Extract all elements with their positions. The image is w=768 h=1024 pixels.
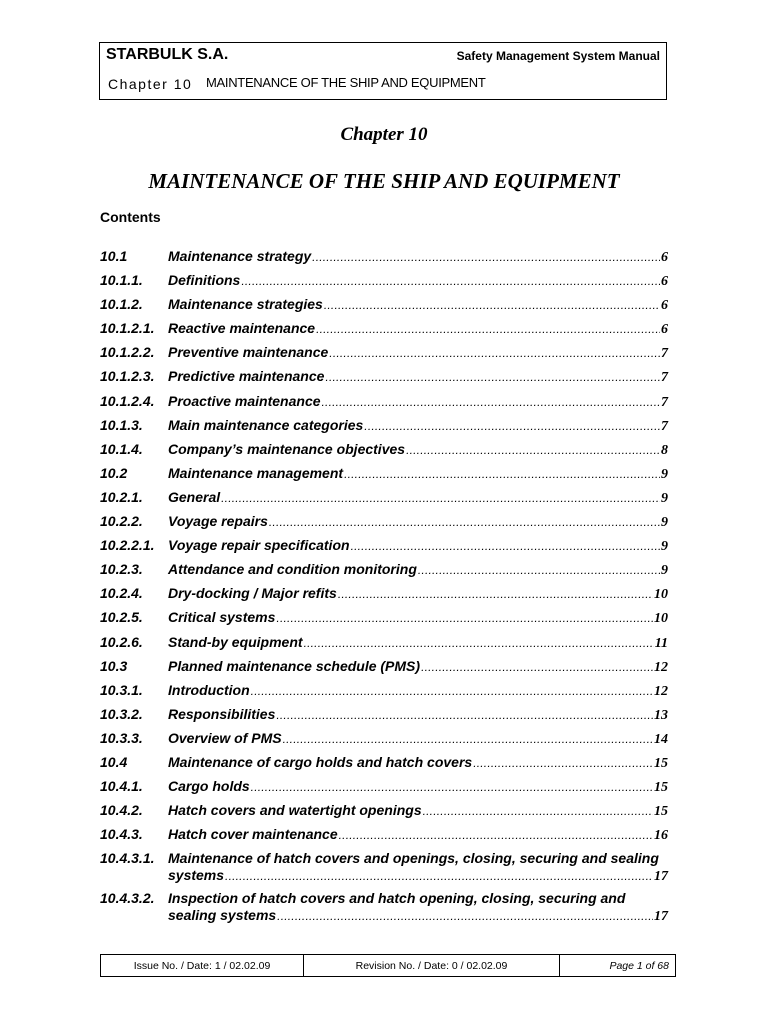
page-title: MAINTENANCE OF THE SHIP AND EQUIPMENT: [148, 169, 620, 193]
toc-dot-leader: [312, 249, 660, 266]
toc-entry-number: 10.2.5.: [100, 609, 143, 626]
toc-entry[interactable]: [100, 633, 668, 657]
toc-entry-title: Cargo holds: [168, 778, 250, 795]
toc-entry-number: 10.3.2.: [100, 705, 143, 722]
toc-entry-page: 6: [661, 298, 668, 314]
toc-entry-number: 10.1.3.: [100, 416, 143, 433]
toc-entry-page: 6: [661, 322, 668, 338]
toc-dot-leader: [338, 586, 653, 603]
toc-entry-title: Voyage repairs: [168, 513, 268, 530]
running-header: [99, 42, 667, 100]
toc-entry-number: 10.4.1.: [100, 778, 143, 795]
toc-entry-number: 10.3.1.: [100, 681, 143, 698]
toc-entry-title: Overview of PMS: [168, 729, 282, 746]
toc-dot-leader: [421, 659, 653, 676]
page-number: Page 1 of 68: [609, 959, 669, 972]
toc-entry[interactable]: [100, 464, 668, 488]
toc-entry[interactable]: [100, 512, 668, 536]
toc-dot-leader: [221, 490, 660, 507]
toc-entry-number: 10.4.3.: [100, 826, 143, 843]
toc-entry-page: 7: [661, 418, 668, 434]
toc-entry-title: Introduction: [168, 681, 250, 698]
toc-entry[interactable]: [100, 584, 668, 608]
toc-dot-leader: [473, 755, 653, 772]
toc-entry-title: Proactive maintenance: [168, 392, 321, 409]
toc-entry-page: 7: [661, 346, 668, 362]
toc-dot-leader: [322, 394, 660, 411]
toc-entry-page: 9: [661, 490, 668, 506]
revision-info: Revision No. / Date: 0 / 02.02.09: [304, 955, 560, 976]
toc-entry-number: 10.2.1.: [100, 488, 143, 505]
toc-dot-leader: [225, 868, 653, 885]
table-of-contents: [100, 247, 668, 929]
toc-entry-number: 10.2.2.1.: [100, 537, 155, 554]
issue-info: Issue No. / Date: 1 / 02.02.09: [101, 955, 304, 976]
toc-entry-page: 17: [654, 869, 668, 885]
toc-entry[interactable]: [100, 801, 668, 825]
toc-entry-page: 11: [654, 635, 668, 651]
toc-entry-title: Inspection of hatch covers and hatch opening, closing, securing and: [168, 890, 626, 907]
toc-entry-title: Hatch covers and watertight openings: [168, 802, 422, 819]
manual-title: Safety Management System Manual: [456, 49, 660, 63]
toc-entry-number: 10.2.4.: [100, 585, 143, 602]
toc-dot-leader: [406, 442, 660, 459]
toc-entry-title: Attendance and condition monitoring: [168, 561, 417, 578]
toc-entry[interactable]: [100, 536, 668, 560]
toc-entry-number: 10.1.2.: [100, 296, 143, 313]
toc-entry-page: 12: [654, 683, 668, 699]
toc-dot-leader: [364, 418, 660, 435]
toc-entry[interactable]: [100, 705, 668, 729]
toc-entry-page: 6: [661, 274, 668, 290]
toc-entry-number: 10.1.2.4.: [100, 392, 155, 409]
toc-dot-leader: [304, 635, 654, 652]
toc-entry-title: sealing systems: [168, 907, 277, 924]
toc-entry-title: Planned maintenance schedule (PMS): [168, 657, 421, 674]
toc-entry[interactable]: [100, 681, 668, 705]
toc-entry-page: 10: [654, 611, 668, 627]
toc-entry[interactable]: [100, 560, 668, 584]
toc-entry-page: 14: [654, 731, 668, 747]
toc-dot-leader: [277, 908, 653, 925]
toc-entry-number: 10.4.2.: [100, 802, 143, 819]
toc-entry-title: Maintenance of hatch covers and openings, closing, securing and sealing: [168, 850, 659, 867]
toc-entry-page: 13: [654, 707, 668, 723]
toc-entry-number: 10.1: [100, 248, 128, 264]
toc-entry-page: 9: [661, 515, 668, 531]
toc-entry-title: Hatch cover maintenance: [168, 826, 338, 843]
toc-entry-title: Predictive maintenance: [168, 368, 325, 385]
toc-entry[interactable]: [100, 608, 668, 632]
toc-entry-page: 15: [654, 755, 668, 771]
chapter-heading: Chapter 10: [340, 124, 428, 145]
toc-dot-leader: [283, 731, 653, 748]
toc-entry[interactable]: [100, 440, 668, 464]
toc-dot-leader: [325, 369, 660, 386]
toc-entry-title: Preventive maintenance: [168, 344, 329, 361]
toc-entry-page: 12: [654, 659, 668, 675]
toc-dot-leader: [316, 321, 660, 338]
toc-entry-page: 9: [661, 466, 668, 482]
toc-dot-leader: [344, 466, 660, 483]
toc-entry-title: Definitions: [168, 272, 241, 289]
toc-entry-title: systems: [168, 867, 225, 884]
toc-entry-page: 17: [654, 909, 668, 925]
toc-dot-leader: [351, 538, 660, 555]
toc-dot-leader: [324, 297, 660, 314]
toc-entry[interactable]: [100, 657, 668, 681]
toc-entry-number: 10.2.3.: [100, 561, 143, 578]
toc-entry[interactable]: [100, 777, 668, 801]
toc-entry[interactable]: [100, 271, 668, 295]
toc-entry-number: 10.4: [100, 753, 128, 770]
toc-entry-number: 10.3: [100, 657, 128, 674]
toc-entry[interactable]: [100, 343, 668, 367]
toc-entry-page: 9: [661, 539, 668, 555]
toc-entry-title: Maintenance management: [168, 464, 344, 481]
toc-dot-leader: [269, 514, 660, 531]
toc-entry-title: Responsibilities: [168, 705, 276, 722]
toc-entry-page: 7: [661, 370, 668, 386]
company-name: STARBULK S.A.: [106, 46, 229, 63]
toc-dot-leader: [241, 273, 660, 290]
toc-entry-title: Stand-by equipment: [168, 633, 303, 650]
toc-entry-title: General: [168, 488, 221, 505]
toc-entry-number: 10.1.2.1.: [100, 320, 155, 337]
toc-entry[interactable]: [100, 416, 668, 440]
toc-entry[interactable]: [100, 367, 668, 391]
toc-entry[interactable]: [100, 729, 668, 753]
toc-entry-title: Maintenance strategies: [168, 296, 323, 313]
toc-entry-title: Reactive maintenance: [168, 320, 316, 337]
toc-entry-number: 10.1.1.: [100, 272, 143, 289]
toc-entry[interactable]: [100, 889, 668, 929]
toc-dot-leader: [339, 827, 653, 844]
toc-dot-leader: [251, 683, 653, 700]
header-chapter-title: MAINTENANCE OF THE SHIP AND EQUIPMENT: [206, 75, 486, 90]
toc-entry-number: 10.2.2.: [100, 513, 143, 530]
toc-entry-page: 7: [661, 394, 668, 410]
toc-entry[interactable]: [100, 319, 668, 343]
toc-entry[interactable]: [100, 849, 668, 889]
toc-entry[interactable]: [100, 392, 668, 416]
toc-entry-title: Dry-docking / Major refits: [168, 585, 337, 602]
toc-entry[interactable]: [100, 295, 668, 319]
toc-entry-page: 15: [654, 780, 668, 796]
toc-dot-leader: [329, 345, 660, 362]
header-chapter-label: Chapter 10: [108, 76, 193, 92]
toc-entry-number: 10.4.3.2.: [100, 890, 155, 907]
toc-entry-title: Maintenance of cargo holds and hatch covers: [168, 753, 473, 770]
toc-entry-number: 10.3.3.: [100, 729, 143, 746]
toc-entry[interactable]: [100, 753, 668, 777]
toc-entry-page: 16: [654, 828, 668, 844]
toc-dot-leader: [423, 803, 653, 820]
toc-entry-title: Main maintenance categories: [168, 416, 364, 433]
toc-entry-page: 10: [654, 587, 668, 603]
toc-dot-leader: [251, 779, 653, 796]
toc-entry[interactable]: [100, 825, 668, 849]
toc-entry-title: Maintenance strategy: [168, 248, 312, 264]
toc-entry-number: 10.2: [100, 464, 128, 481]
toc-dot-leader: [276, 707, 653, 724]
toc-entry-title: Critical systems: [168, 609, 276, 626]
toc-entry[interactable]: [100, 247, 668, 271]
toc-entry-title: Company’s maintenance objectives: [168, 440, 406, 457]
toc-entry-title: Voyage repair specification: [168, 537, 350, 554]
toc-entry-number: 10.1.4.: [100, 440, 143, 457]
toc-entry-page: 6: [661, 250, 668, 265]
toc-entry-number: 10.1.2.2.: [100, 344, 155, 361]
toc-entry-page: 8: [661, 442, 668, 458]
toc-entry-number: 10.1.2.3.: [100, 368, 155, 385]
toc-entry-number: 10.2.6.: [100, 633, 143, 650]
toc-dot-leader: [276, 610, 653, 627]
toc-dot-leader: [418, 562, 660, 579]
contents-heading: Contents: [100, 209, 161, 225]
toc-entry-page: 9: [661, 563, 668, 579]
toc-entry-number: 10.4.3.1.: [100, 850, 155, 867]
toc-entry-page: 15: [654, 804, 668, 820]
page-footer: [100, 954, 676, 977]
toc-entry[interactable]: [100, 488, 668, 512]
